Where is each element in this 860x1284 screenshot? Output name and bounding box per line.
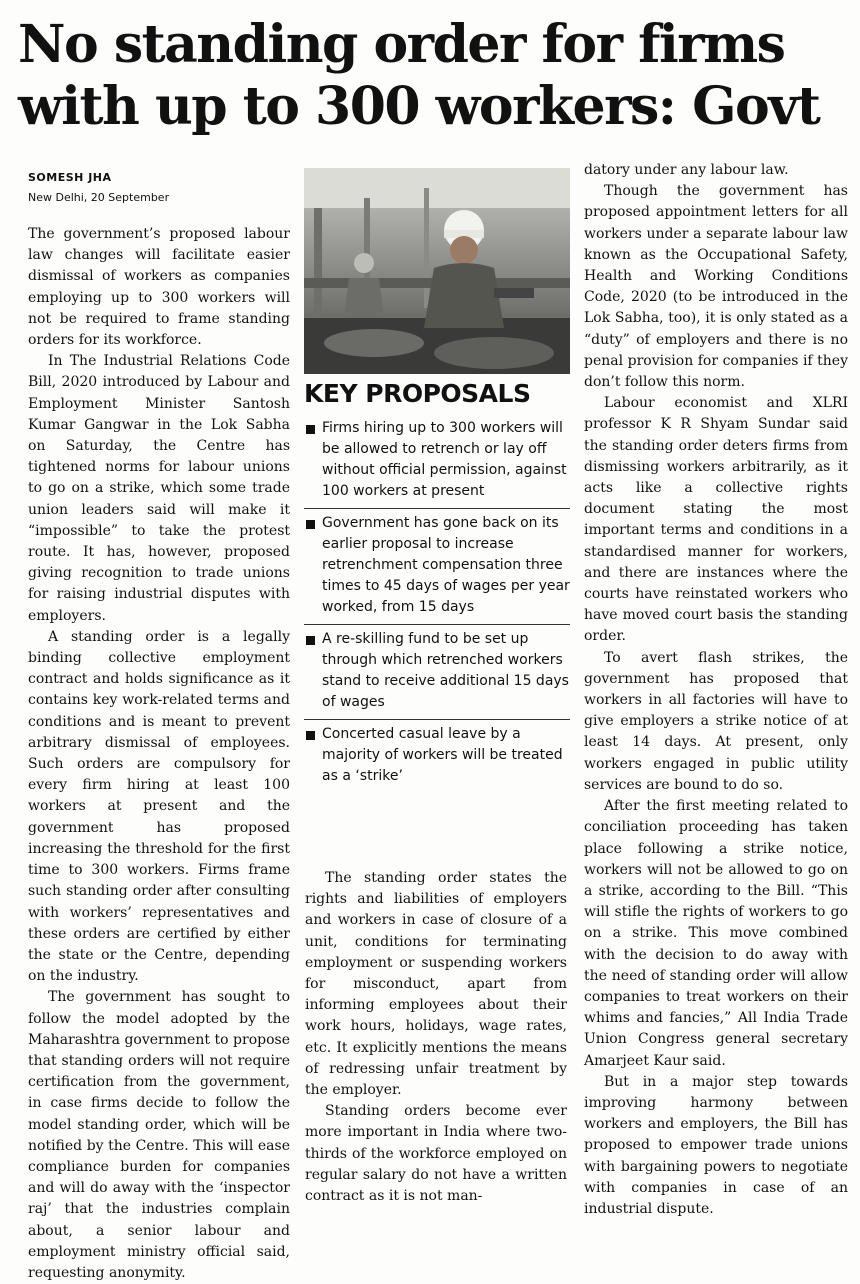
key-proposal-item	[304, 720, 570, 793]
paragraph: After the first meeting related to conciliation proceeding has taken place following a strike notice, workers will not be allowed to go on a strike, according to the Bill. “This will stifle the rights of workers to go on a strike. This move combined with the decision to do away with the need of standing order will allow companies to treat workers on their whims and fancies,” All India Trade Union Congress general secretary Amarjeet Kaur said.	[584, 798, 848, 1069]
paragraph: The government’s proposed labour law changes will facilitate easier dismissal of workers as companies employing up to 300 workers will not be required to frame standing orders for its workforce.	[28, 226, 290, 349]
key-proposal-item	[304, 625, 570, 720]
key-proposal-item	[304, 509, 570, 625]
square-bullet-icon	[306, 520, 315, 529]
paragraph: But in a major step towards improving harmony between workers and employers, the Bill has proposed to empower trade unions with bargaining powers to negotiate with companies in case of an industrial dispute.	[584, 1073, 848, 1217]
article-column-1	[28, 224, 290, 1284]
article-column-3	[584, 160, 848, 1220]
paragraph: A standing order is a legally binding collective employment contract and holds significance as it contains key work-related terms and conditions and is meant to prevent arbitrary dismissal of employees. Such orders are compulsory for every firm hiring at least 100 workers at present and the government has proposed increasing the threshold for the first time to 300 workers. Firms frame such standing order after consulting with workers’ representatives and these orders are certified by either the state or the Centre, depending on the industry.	[28, 628, 290, 985]
key-proposal-text: Government has gone back on its earlier proposal to increase retrenchment compensation three times to 45 days of wages per year worked, from 15 days	[322, 515, 570, 615]
author-name: SOMESH JHA	[28, 171, 112, 184]
paragraph: Labour economist and XLRI professor K R Shyam Sundar said the standing order deters firms from dismissing workers arbitrarily, as it acts like a collective rights document stating the most important terms and conditions in a standardised manner for workers, and there are instances where the courts have reinstated workers who have moved court basis the standing order.	[584, 395, 848, 645]
dateline: New Delhi, 20 September	[28, 191, 170, 204]
square-bullet-icon	[306, 636, 315, 645]
square-bullet-icon	[306, 731, 315, 740]
key-proposals-title: KEY PROPOSALS	[304, 379, 531, 408]
key-proposal-text: Concerted casual leave by a majority of workers will be treated as a ‘strike’	[322, 726, 563, 784]
paragraph: Though the government has proposed appointment letters for all workers under a separate labour law known as the Occupational Safety, Health and Working Conditions Code, 2020 (to be introduced in the Lok Sabha, too), it is only stated as a “duty” of employers and there is no penal provision for companies if they don’t follow this norm.	[584, 183, 848, 391]
paragraph: The standing order states the rights and liabilities of employers and workers in case of closure of a unit, conditions for terminating employment or suspending workers for misconduct, apart from informing employees about their work hours, holidays, wage rates, etc. It explicitly mentions the means of redressing unfair treatment by the employer.	[305, 870, 567, 1099]
headline-line-2: with up to 300 workers: Govt	[18, 76, 820, 137]
paragraph: In The Industrial Relations Code Bill, 2020 introduced by Labour and Employment Minister Santosh Kumar Gangwar in the Lok Sabha on Saturday, the Centre has tightened norms for labour unions to go on a strike, which some trade union leaders said will make it “impossible” to take the protest route. It has, however, proposed giving recognition to trade unions for raising industrial disputes with employers.	[28, 353, 290, 624]
paragraph: datory under any labour law.	[584, 162, 789, 178]
paragraph: To avert flash strikes, the government has proposed that workers in all factories will have to give employers a strike notice of at least 14 days. At present, only workers engaged in public utility services are bound to do so.	[584, 649, 848, 793]
byline	[28, 168, 288, 208]
article-column-2	[305, 868, 567, 1207]
factory-worker-photo	[304, 168, 570, 374]
key-proposal-item	[304, 414, 570, 509]
photo-illustration	[304, 168, 570, 374]
paragraph: Standing orders become ever more important in India where two-thirds of the workforce employed on regular salary do not have a written contract as it is not man-	[305, 1103, 567, 1205]
key-proposals-box	[304, 378, 570, 793]
square-bullet-icon	[306, 425, 315, 434]
key-proposal-text: A re-skilling fund to be set up through which retrenched workers stand to receive additional 15 days of wages	[322, 631, 569, 710]
headline-line-1: No standing order for firms	[18, 14, 785, 75]
paragraph: The government has sought to follow the model adopted by the Maharashtra government to propose that standing orders will not require certification from the government, in case firms decide to follow the model standing order, which will be notified by the Centre. This will ease compliance burden for companies and will do away with the ‘inspector raj’ that the industries complain about, a senior labour and employment ministry official said, requesting anonymity.	[28, 989, 290, 1281]
key-proposal-text: Firms hiring up to 300 workers will be allowed to retrench or lay off without official permission, against 100 workers at present	[322, 420, 567, 499]
headline	[18, 14, 848, 138]
